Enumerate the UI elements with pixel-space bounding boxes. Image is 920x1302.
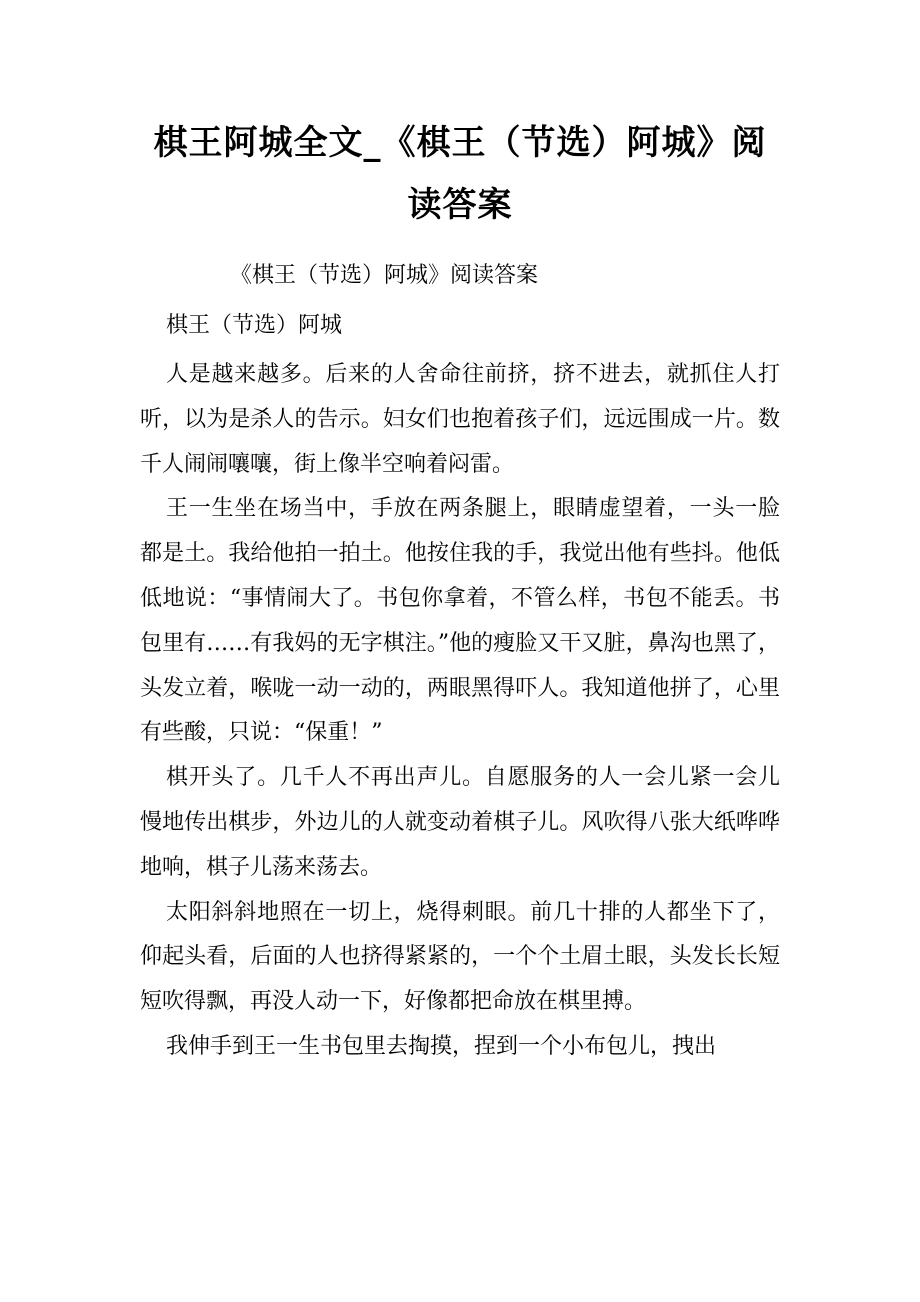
paragraph: 我伸手到王一生书包里去掏摸，捏到一个小布包儿，拽出 <box>166 1033 717 1059</box>
paragraph: 王一生坐在场当中，手放在两条腿上，眼睛虚望着，一头一脸都是土。我给他拍一拍土。他按住我的手，我觉出他有些抖。他低低地说：“事情闹大了。书包你拿着，不管么样，书包不能丢。书包里有……有我妈的无字棋注。”他的瘦脸又干又脏，鼻沟也黑了，头发立着，喉咙一动一动的，两眼黑得吓人。我知道他拼了，心里有些酸，只说：“保重！” <box>140 496 780 746</box>
paragraph: 太阳斜斜地照在一切上，烧得刺眼。前几十排的人都坐下了，仰起头看，后面的人也挤得紧紧的，一个个土眉土眼，头发长长短短吹得飘，再没人动一下，好像都把命放在棋里搏。 <box>140 899 780 1015</box>
paragraph: 棋开头了。几千人不再出声儿。自愿服务的人一会儿紧一会儿慢地传出棋步，外边儿的人就变动着棋子儿。风吹得八张大纸哗哗地响，棋子儿荡来荡去。 <box>140 765 780 880</box>
section-heading: 棋王（节选）阿城 <box>166 313 343 338</box>
document-subtitle: 《棋王（节选）阿城》阅读答案 <box>230 263 539 288</box>
paragraph: 人是越来越多。后来的人舍命往前挤，挤不进去，就抓住人打听，以为是杀人的告示。妇女们也抱着孩子们，远远围成一片。数千人闹闹嚷嚷，街上像半空响着闷雷。 <box>140 362 780 477</box>
document-title: 棋王阿城全文_《棋王（节选）阿城》阅读答案 <box>153 123 767 225</box>
